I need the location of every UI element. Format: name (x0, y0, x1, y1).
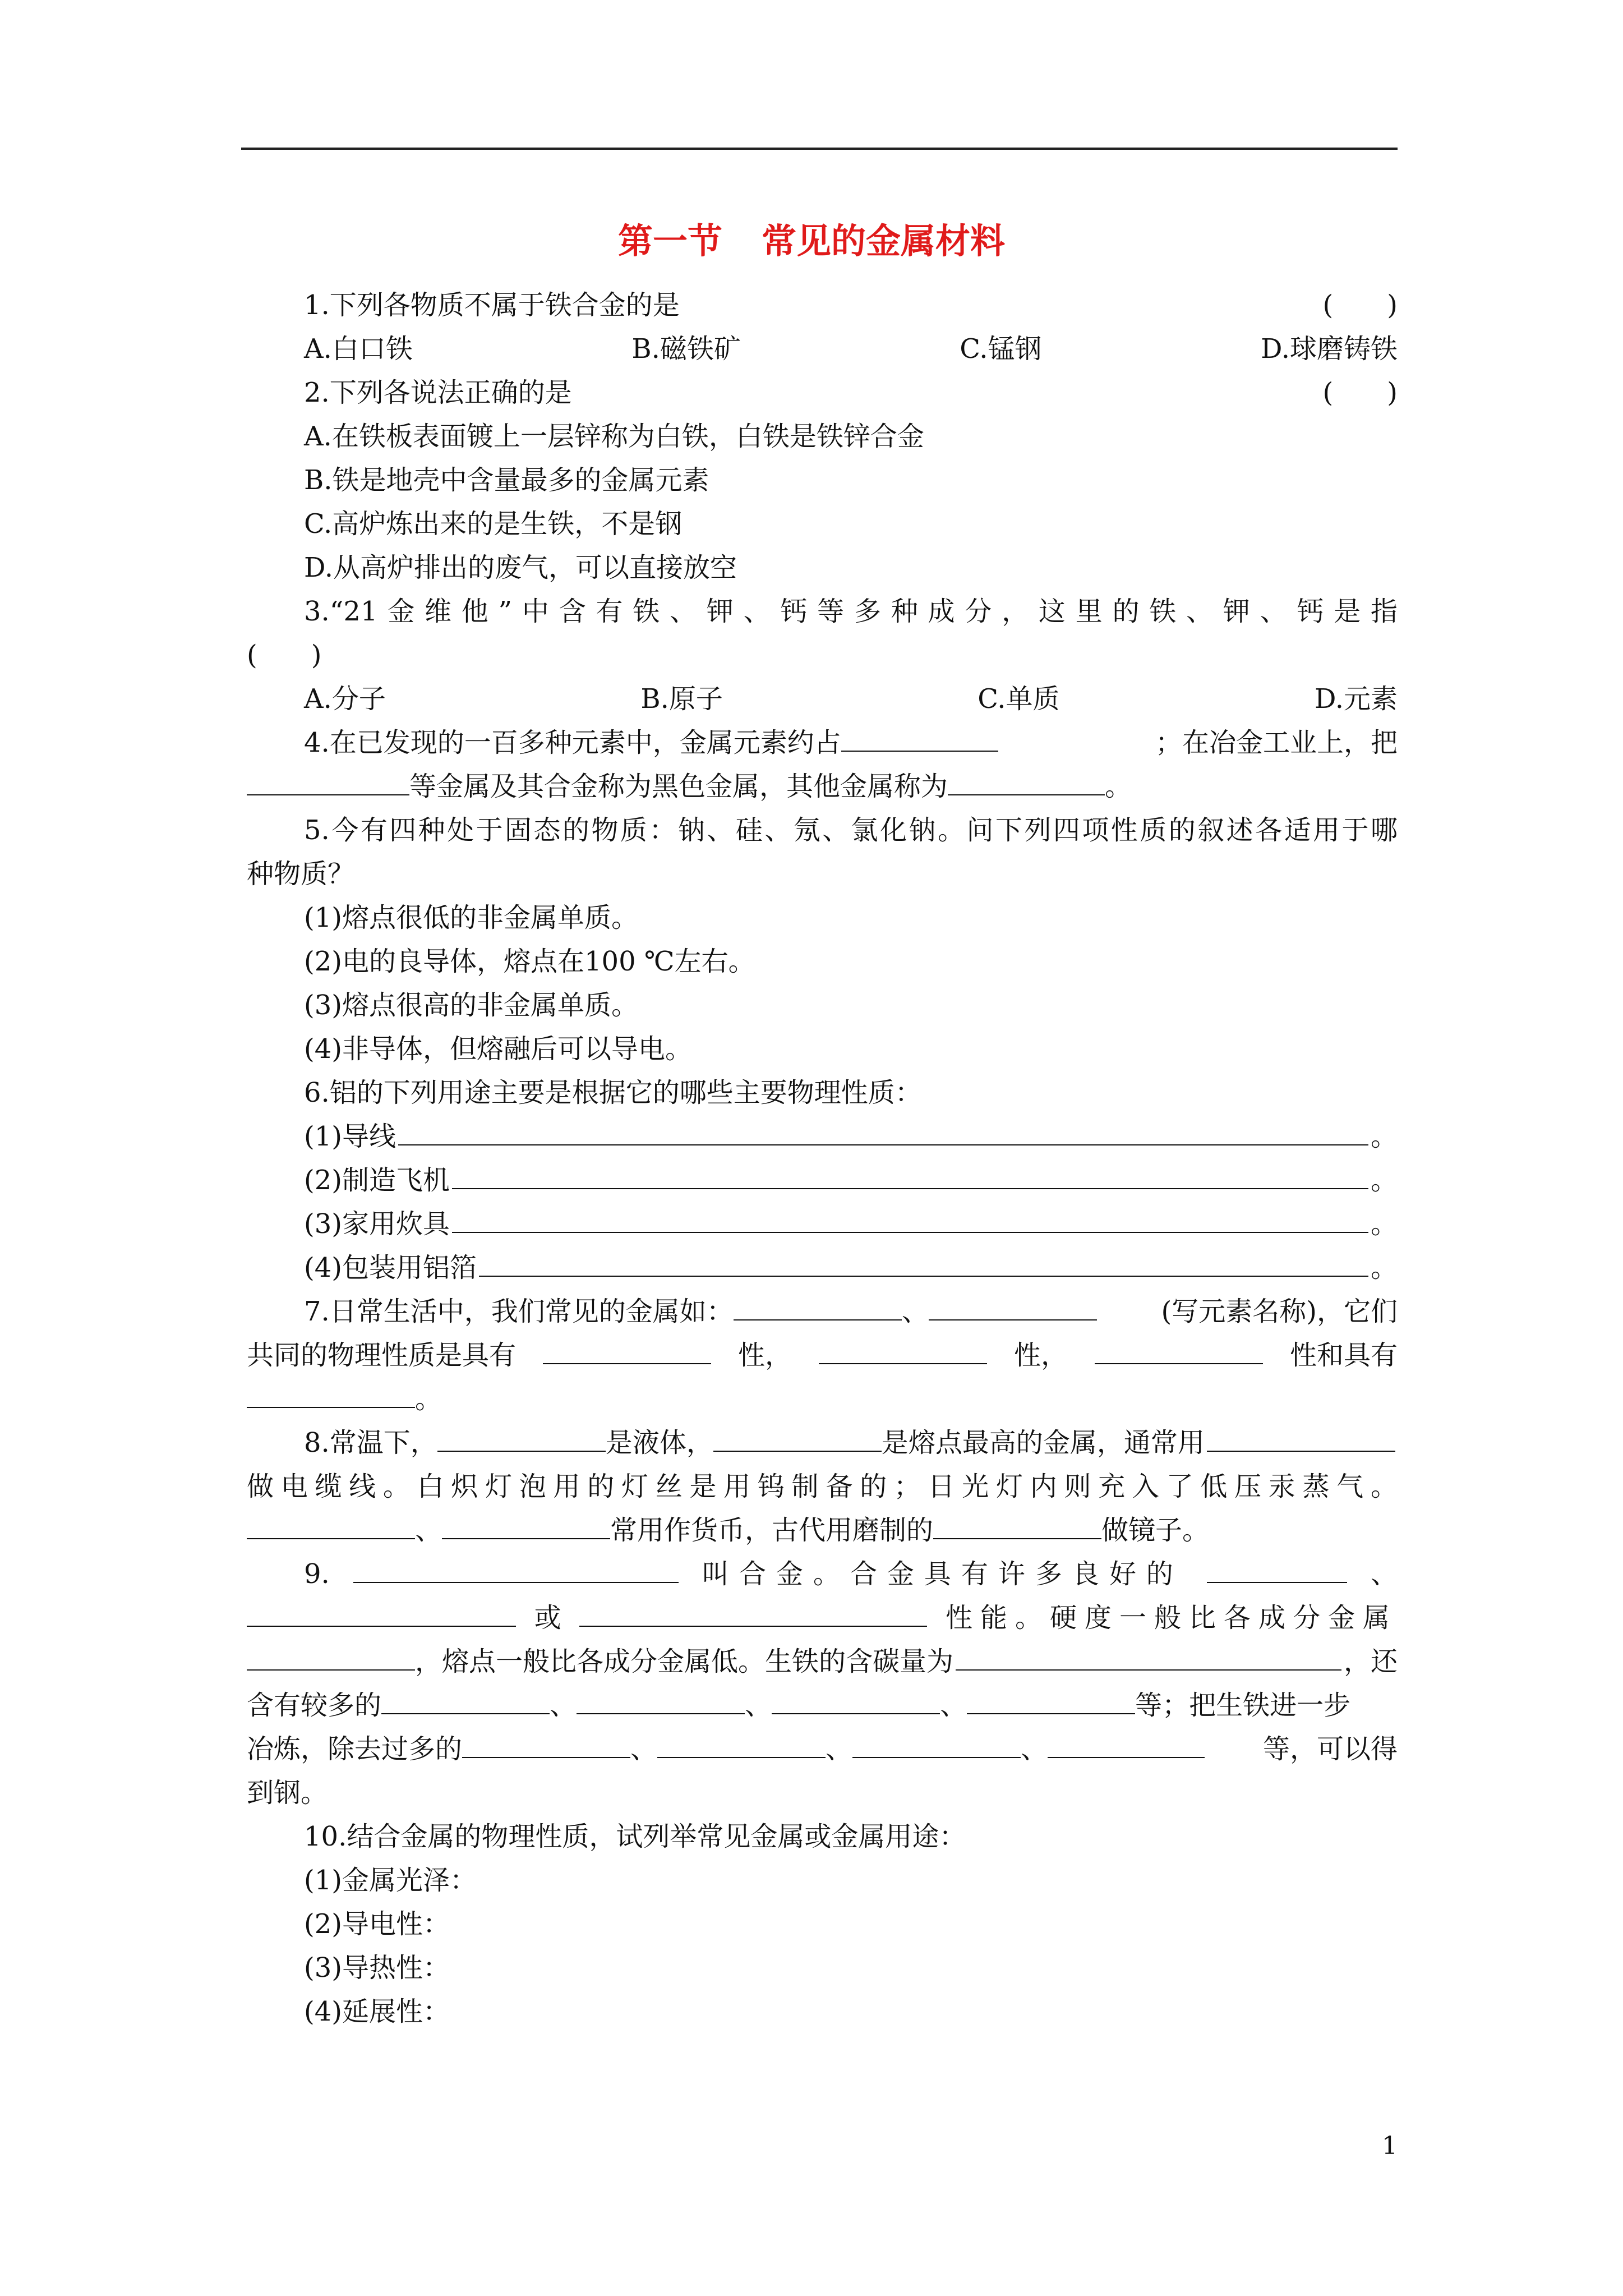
q8-blank-5[interactable] (442, 1511, 610, 1539)
q1-option-b: B.磁铁矿 (631, 333, 741, 365)
q9-text: 、 (630, 1733, 658, 1765)
q6-period: 。 (1370, 1208, 1398, 1240)
q6-item-label: (3)家用炊具 (304, 1208, 450, 1240)
q2-stem (247, 371, 1398, 415)
q4-text: 等金属及其合金称为黑色金属，其他金属称为 (409, 771, 948, 802)
q4-line-1 (247, 721, 1398, 765)
q6-item-label: (2)制造飞机 (304, 1165, 450, 1196)
q7-line-3 (247, 1377, 1398, 1421)
q9-blank-3[interactable] (247, 1599, 516, 1627)
q9-text: 等，可以得 (1262, 1733, 1398, 1765)
q9-blank-2[interactable] (1207, 1555, 1347, 1583)
q9-blank-4[interactable] (579, 1599, 927, 1627)
q8-text: 8.常温下， (304, 1427, 437, 1458)
q5-item-4: (4)非导体，但熔融后可以导电。 (304, 1033, 692, 1065)
q8-blank-1[interactable] (437, 1424, 606, 1452)
q9-blank-12[interactable] (657, 1730, 826, 1758)
q9-text: 、 (1021, 1733, 1048, 1765)
q2-stem-text: 2.下列各说法正确的是 (304, 377, 572, 408)
q9-blank-11[interactable] (462, 1730, 630, 1758)
q9-blank-6[interactable] (956, 1642, 1341, 1671)
q9-text: 、 (940, 1690, 967, 1721)
q9-text: 等；把生铁进一步 (1135, 1690, 1351, 1721)
q7-text: 性和具有 (1289, 1340, 1398, 1371)
q9-blank-1[interactable] (353, 1555, 679, 1583)
q3-option-a: A.分子 (304, 683, 386, 715)
q9-blank-9[interactable] (772, 1686, 940, 1714)
q9-text: 9. (304, 1558, 330, 1590)
page-number: 1 (1382, 2132, 1398, 2160)
q6-item-2 (247, 1158, 1398, 1202)
q6-item-label: (4)包装用铝箔 (304, 1252, 477, 1283)
q4-line-2 (247, 765, 1398, 808)
q9-line-6: 到钢。 (247, 1777, 328, 1809)
q7-text: 性， (1013, 1340, 1068, 1371)
q9-text: 或 (534, 1602, 561, 1634)
q7-blank-6[interactable] (247, 1380, 415, 1408)
q8-blank-3[interactable] (1207, 1424, 1395, 1452)
q5-item-1: (1)熔点很低的非金属单质。 (304, 902, 638, 933)
q3-option-b: B.原子 (640, 683, 723, 715)
q8-text: 常用作货币，古代用磨制的 (610, 1515, 934, 1546)
q2-option-d: D.从高炉排出的废气，可以直接放空 (304, 552, 737, 583)
q7-text: 共同的物理性质是具有 (247, 1340, 517, 1371)
q3-stem: 3.“21金维他”中含有铁、钾、钙等多种成分，这里的铁、钾、钙是指 (304, 596, 1398, 627)
q9-text: 冶炼，除去过多的 (247, 1733, 463, 1765)
q3-option-d: D.元素 (1314, 683, 1398, 715)
q5-item-2: (2)电的良导体，熔点在100 ℃左右。 (304, 946, 755, 977)
title-topic: 常见的金属材料 (762, 220, 1006, 261)
q9-blank-8[interactable] (577, 1686, 745, 1714)
q9-blank-10[interactable] (967, 1686, 1135, 1714)
q7-text: 7.日常生活中，我们常见的金属如： (304, 1296, 734, 1327)
q9-blank-13[interactable] (852, 1730, 1021, 1758)
q5-stem-cont: 种物质？ (247, 858, 355, 890)
q7-blank-3[interactable] (543, 1336, 711, 1364)
title-section: 第一节 (617, 220, 722, 261)
q3-option-c: C.单质 (978, 683, 1060, 715)
q9-text: 、 (1370, 1558, 1398, 1590)
q7-text: 性， (737, 1340, 792, 1371)
q7-blank-4[interactable] (819, 1336, 987, 1364)
q2-answer-bracket: ( ) (1322, 377, 1398, 408)
q7-blank-1[interactable] (734, 1292, 902, 1320)
page-title (0, 213, 1623, 269)
q9-text: 、 (550, 1690, 577, 1721)
q4-text: 4.在已发现的一百多种元素中，金属元素约占 (304, 727, 841, 758)
q9-line-3 (247, 1640, 1398, 1683)
q5-stem: 5.今有四种处于固态的物质：钠、硅、氖、氯化钠。问下列四项性质的叙述各适用于哪 (304, 815, 1398, 846)
q1-stem-text: 1.下列各物质不属于铁合金的是 (304, 289, 680, 321)
q7-blank-5[interactable] (1095, 1336, 1263, 1364)
header-rule (241, 148, 1398, 150)
q6-blank-3[interactable] (452, 1205, 1368, 1233)
q2-option-a: A.在铁板表面镀上一层锌称为白铁，白铁是铁锌合金 (304, 421, 924, 452)
q10-item-4: (4)延展性： (304, 1996, 450, 2027)
q6-blank-4[interactable] (479, 1249, 1368, 1277)
q4-text: ；在冶金工业上，把 (1155, 727, 1398, 758)
q6-item-3 (247, 1202, 1398, 1246)
q2-option-b: B.铁是地壳中含量最多的金属元素 (304, 464, 709, 496)
q8-line-2: 做电缆线。白炽灯泡用的灯丝是用钨制备的；日光灯内则充入了低压汞蒸气。 (247, 1471, 1398, 1502)
q7-line-2 (247, 1333, 1398, 1377)
q8-text: 是熔点最高的金属，通常用 (881, 1427, 1205, 1458)
q7-text: 、 (901, 1296, 929, 1327)
q1-option-c: C.锰钢 (960, 333, 1042, 365)
q8-blank-6[interactable] (933, 1511, 1101, 1539)
q5-item-3: (3)熔点很高的非金属单质。 (304, 990, 638, 1021)
q9-line-4 (247, 1683, 1398, 1727)
q6-blank-2[interactable] (452, 1161, 1368, 1189)
q9-blank-5[interactable] (247, 1642, 415, 1671)
q7-text: (写元素名称)，它们 (1161, 1296, 1398, 1327)
q9-text: 性能。硬度一般比各成分金属 (945, 1602, 1398, 1634)
q8-text: 、 (415, 1515, 442, 1546)
q9-text: 叫合金。合金具有许多良好的 (702, 1558, 1183, 1590)
q3-options (304, 677, 1398, 721)
q9-line-5 (247, 1727, 1398, 1771)
q6-item-4 (247, 1246, 1398, 1290)
q4-blank-3[interactable] (948, 767, 1105, 795)
q1-option-a: A.白口铁 (304, 333, 413, 365)
q8-text: 做镜子。 (1101, 1515, 1210, 1546)
q6-period: 。 (1370, 1121, 1398, 1152)
q7-blank-2[interactable] (929, 1292, 1097, 1320)
q6-item-label: (1)导线 (304, 1121, 396, 1152)
q7-text: 。 (415, 1383, 442, 1415)
q6-blank-1[interactable] (398, 1117, 1368, 1145)
q9-text: 、 (745, 1690, 772, 1721)
q1-options (304, 327, 1398, 371)
q6-stem: 6.铝的下列用途主要是根据它的哪些主要物理性质： (304, 1077, 922, 1108)
q10-stem: 10.结合金属的物理性质，试列举常见金属或金属用途： (304, 1821, 966, 1852)
q1-stem (247, 283, 1398, 327)
q8-blank-2[interactable] (713, 1424, 882, 1452)
q10-item-1: (1)金属光泽： (304, 1865, 477, 1896)
q2-option-c: C.高炉炼出来的是生铁，不是钢 (304, 508, 683, 540)
q9-line-2 (247, 1596, 1398, 1640)
q4-text: 。 (1105, 771, 1132, 802)
q1-answer-bracket: ( ) (1322, 289, 1398, 321)
q9-blank-14[interactable] (1048, 1730, 1205, 1758)
q6-period: 。 (1370, 1252, 1398, 1283)
q10-item-3: (3)导热性： (304, 1952, 450, 1984)
q1-option-d: D.球磨铸铁 (1260, 333, 1398, 365)
q9-text: 含有较多的 (247, 1690, 382, 1721)
q4-blank-1[interactable] (841, 724, 998, 752)
q8-blank-4[interactable] (247, 1511, 415, 1539)
q9-line-1 (247, 1552, 1398, 1596)
q4-blank-2[interactable] (247, 767, 409, 795)
q10-item-2: (2)导电性： (304, 1908, 450, 1940)
q9-text: ，熔点一般比各成分金属低。生铁的含碳量为 (415, 1646, 954, 1677)
q9-text: 、 (826, 1733, 853, 1765)
q9-blank-7[interactable] (381, 1686, 550, 1714)
q8-text: 是液体， (605, 1427, 713, 1458)
q3-answer-bracket: ( ) (247, 639, 322, 671)
q7-line-1 (247, 1290, 1398, 1333)
q8-line-1 (247, 1421, 1398, 1465)
q9-text: ，还 (1343, 1646, 1398, 1677)
q8-line-3 (247, 1508, 1398, 1552)
q6-item-1 (247, 1115, 1398, 1158)
q6-period: 。 (1370, 1165, 1398, 1196)
